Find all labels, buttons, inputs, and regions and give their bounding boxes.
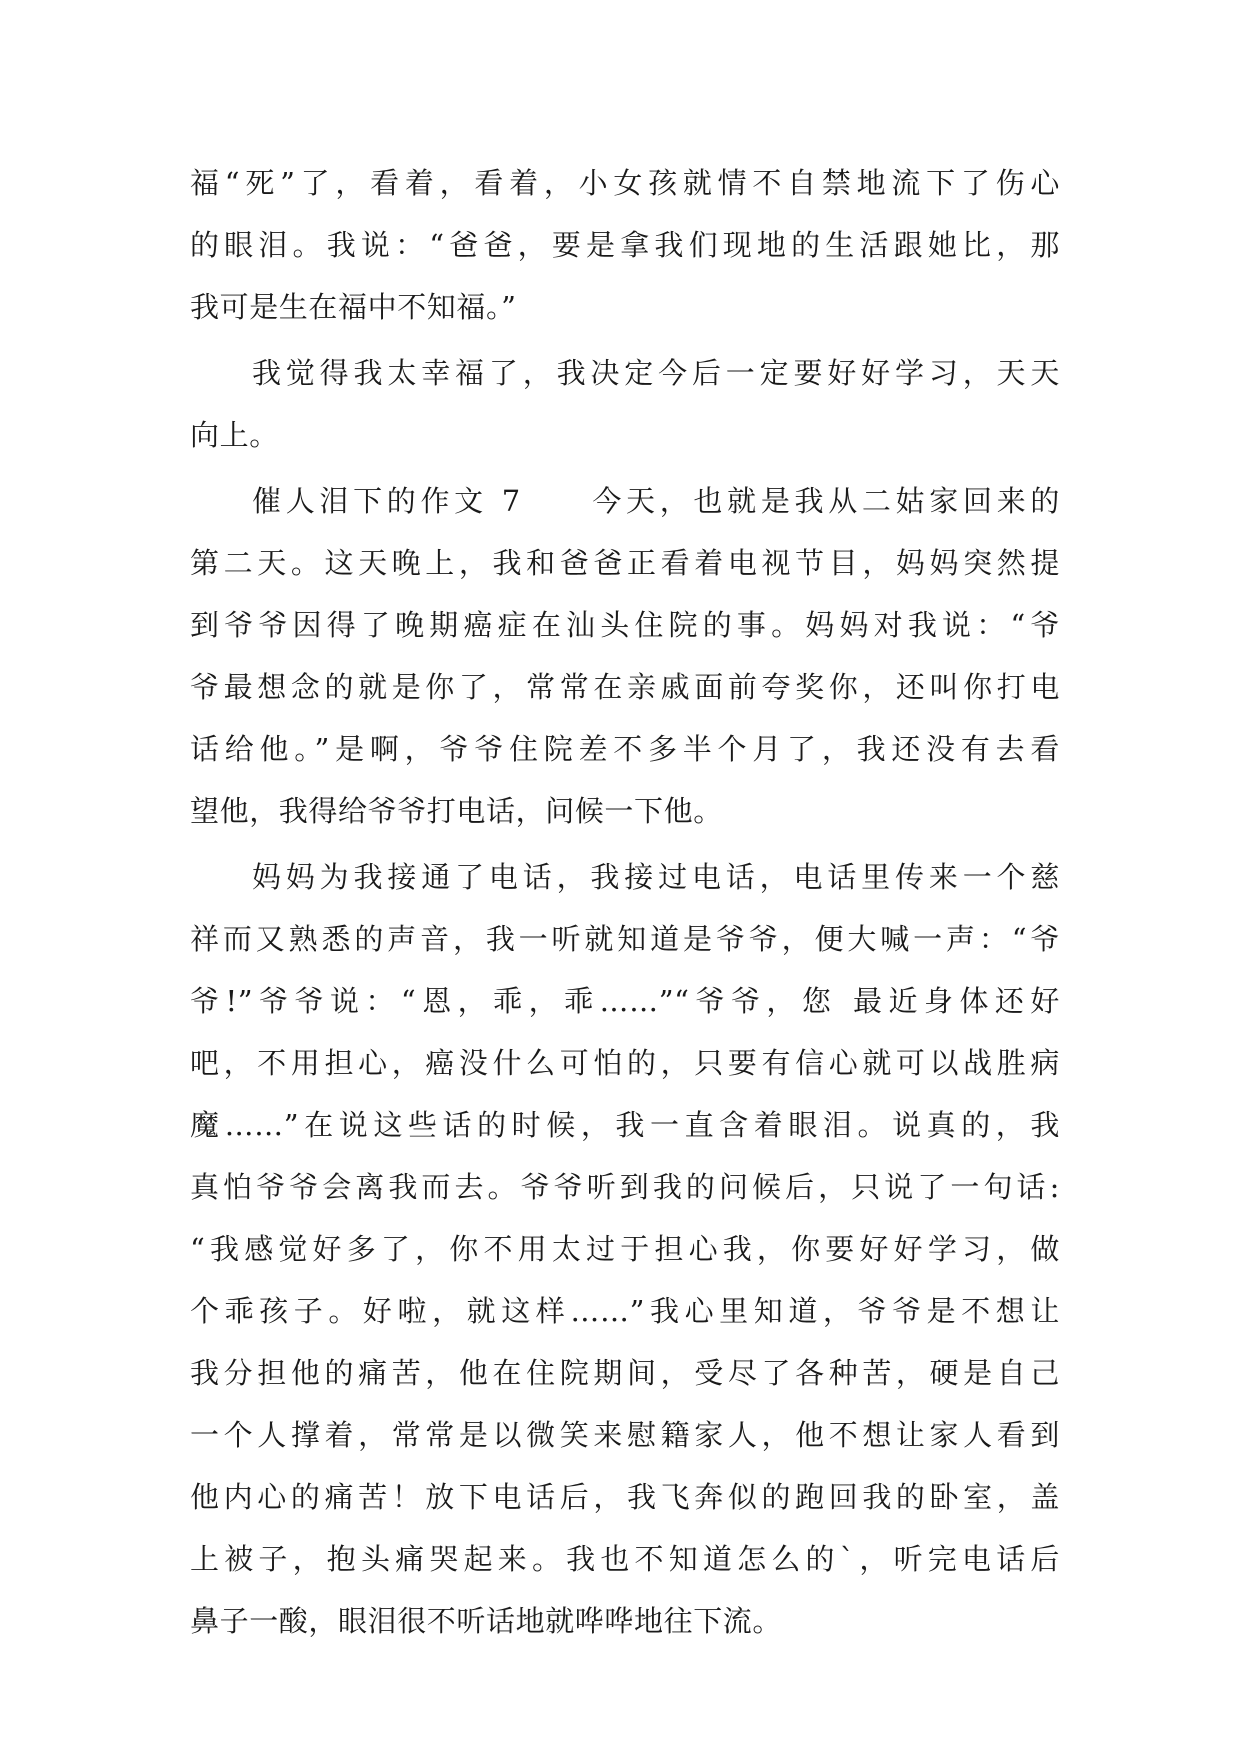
text-line: 真怕爷爷会离我而去。爷爷听到我的问候后，只说了一句话: [190, 1170, 1060, 1204]
text-line: 鼻子一酸，眼泪很不听话地就哗哗地往下流。 [190, 1604, 783, 1638]
text-line: 的眼泪。我说：“爸爸，要是拿我们现地的生活跟她比，那 [190, 228, 1060, 262]
text-line: 妈妈为我接通了电话，我接过电话，电话里传来一个慈 [252, 860, 1060, 894]
text-line: 魔……”在说这些话的时候，我一直含着眼泪。说真的，我 [190, 1108, 1060, 1142]
text-line: 话给他。”是啊，爷爷住院差不多半个月了，我还没有去看 [190, 732, 1060, 766]
text-line: 到爷爷因得了晚期癌症在汕头住院的事。妈妈对我说：“爷 [190, 608, 1060, 642]
text-line: 个乖孩子。好啦，就这样……”我心里知道，爷爷是不想让 [190, 1294, 1060, 1328]
text-line: 我可是生在福中不知福。” [190, 290, 517, 324]
text-line: 催人泪下的作文 7 今天，也就是我从二姑家回来的 [252, 484, 1060, 518]
text-line: 上被子，抱头痛哭起来。我也不知道怎么的`，听完电话后 [190, 1542, 1060, 1576]
text-line: “我感觉好多了，你不用太过于担心我，你要好好学习，做 [190, 1232, 1060, 1266]
text-line: 望他，我得给爷爷打电话，问候一下他。 [190, 794, 723, 828]
text-line: 一个人撑着，常常是以微笑来慰籍家人，他不想让家人看到 [190, 1418, 1060, 1452]
text-line: 我分担他的痛苦，他在住院期间，受尽了各种苦，硬是自己 [190, 1356, 1060, 1390]
article-body [190, 152, 1060, 1652]
text-line: 向上。 [190, 418, 279, 452]
text-line: 祥而又熟悉的声音，我一听就知道是爷爷，便大喊一声：“爷 [190, 922, 1060, 956]
text-line: 吧，不用担心，癌没什么可怕的，只要有信心就可以战胜病 [190, 1046, 1060, 1080]
text-line: 我觉得我太幸福了，我决定今后一定要好好学习，天天 [252, 356, 1060, 390]
text-line: 爷!”爷爷说：“恩，乖，乖……”“爷爷，您 最近身体还好 [190, 984, 1060, 1018]
text-line: 爷最想念的就是你了，常常在亲戚面前夸奖你，还叫你打电 [190, 670, 1060, 704]
text-line: 他内心的痛苦！放下电话后，我飞奔似的跑回我的卧室，盖 [190, 1480, 1060, 1514]
text-line: 福“死”了，看着，看着，小女孩就情不自禁地流下了伤心 [190, 166, 1060, 200]
text-line: 第二天。这天晚上，我和爸爸正看着电视节目，妈妈突然提 [190, 546, 1060, 580]
